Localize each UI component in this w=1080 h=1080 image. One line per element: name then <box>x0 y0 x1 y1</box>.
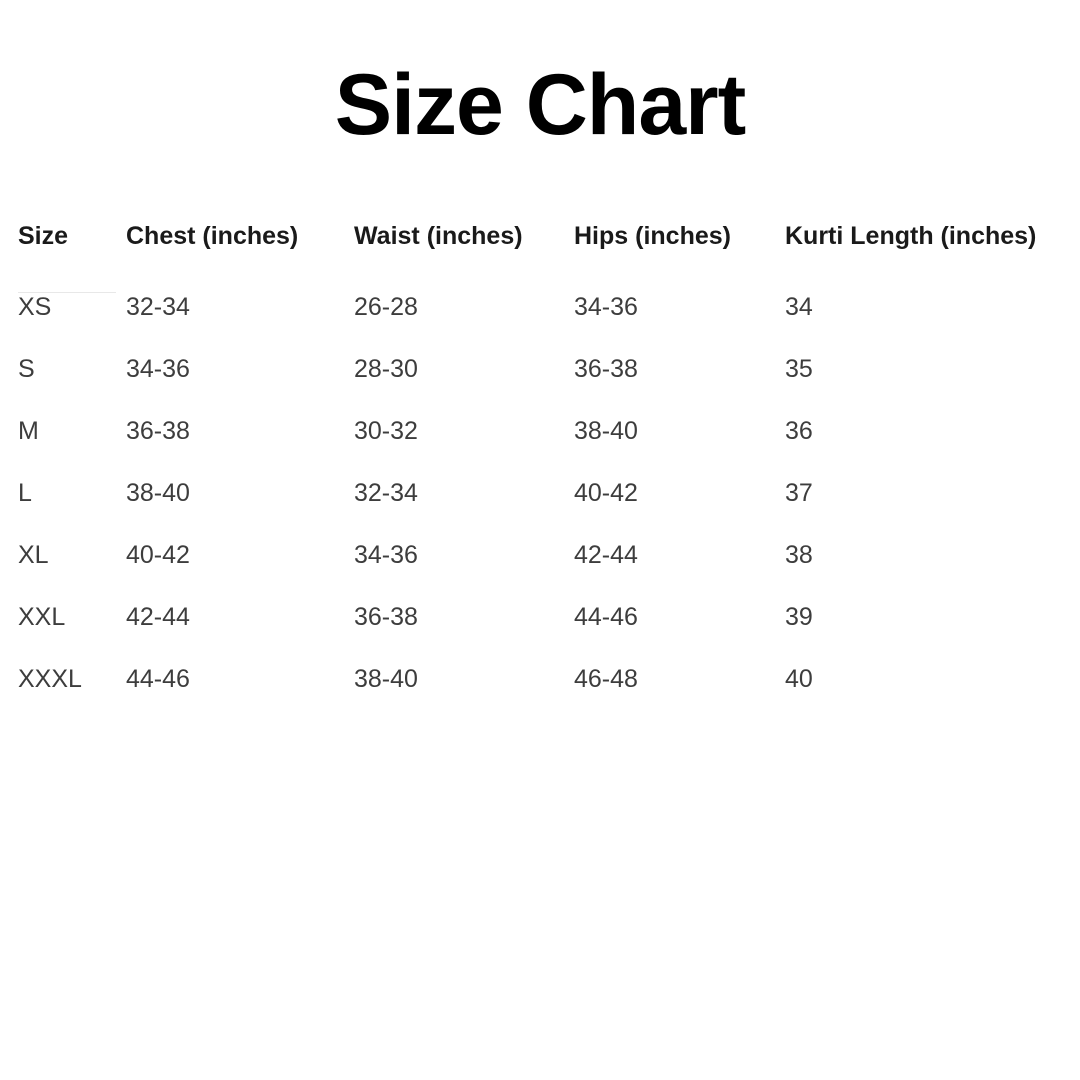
table-header-row <box>18 222 1062 277</box>
cell-size: L <box>18 479 32 507</box>
cell-waist: 30-32 <box>354 417 418 445</box>
column-header-kurti-length: Kurti Length (inches) <box>785 222 1037 250</box>
cell-hips: 44-46 <box>574 603 638 631</box>
table-row <box>18 339 1062 401</box>
table-row <box>18 649 1062 711</box>
cell-size: XS <box>18 293 52 321</box>
cell-kurti-length: 36 <box>785 417 813 445</box>
cell-waist: 26-28 <box>354 293 418 321</box>
cell-chest: 38-40 <box>126 479 190 507</box>
cell-size: XXL <box>18 603 66 631</box>
table-row <box>18 587 1062 649</box>
cell-kurti-length: 38 <box>785 541 813 569</box>
cell-chest: 42-44 <box>126 603 190 631</box>
cell-waist: 38-40 <box>354 665 418 693</box>
cell-kurti-length: 34 <box>785 293 813 321</box>
column-header-waist: Waist (inches) <box>354 222 523 250</box>
cell-waist: 36-38 <box>354 603 418 631</box>
cell-chest: 44-46 <box>126 665 190 693</box>
cell-chest: 34-36 <box>126 355 190 383</box>
size-table-body <box>18 277 1062 711</box>
size-table-container <box>18 222 1062 711</box>
column-header-chest: Chest (inches) <box>126 222 299 250</box>
table-row <box>18 463 1062 525</box>
table-row <box>18 525 1062 587</box>
column-header-hips: Hips (inches) <box>574 222 731 250</box>
cell-kurti-length: 39 <box>785 603 813 631</box>
cell-chest: 36-38 <box>126 417 190 445</box>
cell-size: XXXL <box>18 665 82 693</box>
cell-chest: 40-42 <box>126 541 190 569</box>
cell-size: M <box>18 417 39 445</box>
table-row <box>18 401 1062 463</box>
page-title: Size Chart <box>334 57 746 153</box>
cell-hips: 46-48 <box>574 665 638 693</box>
cell-size: S <box>18 355 35 383</box>
cell-hips: 40-42 <box>574 479 638 507</box>
size-table-head <box>18 222 1062 277</box>
cell-waist: 32-34 <box>354 479 418 507</box>
cell-kurti-length: 35 <box>785 355 813 383</box>
cell-kurti-length: 37 <box>785 479 813 507</box>
cell-hips: 38-40 <box>574 417 638 445</box>
table-row <box>18 277 1062 339</box>
cell-chest: 32-34 <box>126 293 190 321</box>
cell-hips: 36-38 <box>574 355 638 383</box>
cell-hips: 42-44 <box>574 541 638 569</box>
cell-kurti-length: 40 <box>785 665 813 693</box>
cell-size: XL <box>18 541 49 569</box>
cell-hips: 34-36 <box>574 293 638 321</box>
cell-waist: 34-36 <box>354 541 418 569</box>
cell-waist: 28-30 <box>354 355 418 383</box>
column-header-size: Size <box>18 222 69 250</box>
size-table <box>18 222 1062 711</box>
